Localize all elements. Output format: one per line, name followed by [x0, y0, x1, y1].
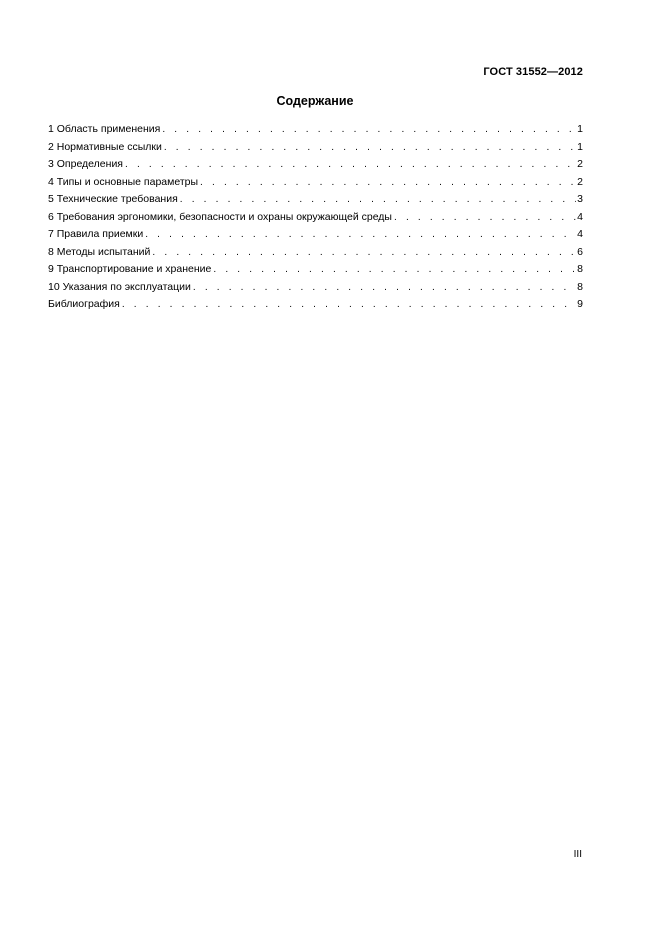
dot-leader	[193, 279, 576, 297]
dot-leader	[200, 174, 576, 192]
toc-item-label: 8 Методы испытаний	[48, 245, 151, 258]
toc-item-page: 8	[577, 280, 583, 293]
toc-item-page: 4	[577, 210, 583, 223]
toc-item-label: 9 Транспортирование и хранение	[48, 263, 212, 275]
dot-leader	[162, 121, 576, 139]
toc-item-page: 1	[577, 140, 583, 153]
toc-item-label: 7 Правила приемки	[48, 228, 144, 240]
toc-item-page: 4	[577, 228, 583, 240]
standard-code: ГОСТ 31552—2012	[483, 66, 583, 78]
toc-item-label: 3 Определения	[48, 158, 123, 170]
toc-item[interactable]	[48, 244, 583, 262]
dot-leader	[125, 156, 576, 174]
page-title: Содержание	[276, 94, 354, 108]
dot-leader	[180, 191, 576, 209]
dot-leader	[213, 261, 576, 279]
page-number: III	[573, 849, 582, 860]
toc-item-page: 8	[577, 263, 583, 275]
dot-leader	[145, 226, 576, 244]
table-of-contents	[48, 121, 583, 314]
toc-item-label: Библиография	[48, 298, 120, 310]
toc-item-label: 1 Область применения	[48, 123, 161, 135]
dot-leader	[122, 296, 576, 314]
toc-item-label: 6 Требования эргономики, безопасности и охраны окружающей среды	[48, 210, 392, 223]
toc-item[interactable]	[48, 209, 583, 227]
toc-item[interactable]	[48, 121, 583, 139]
toc-item[interactable]	[48, 174, 583, 192]
toc-item-page: 1	[577, 123, 583, 135]
toc-item[interactable]	[48, 296, 583, 314]
toc-item-label: 2 Нормативные ссылки	[48, 140, 162, 153]
toc-item[interactable]	[48, 139, 583, 157]
toc-item[interactable]	[48, 191, 583, 209]
toc-item[interactable]	[48, 261, 583, 279]
dot-leader	[164, 139, 576, 157]
dot-leader	[152, 244, 576, 262]
toc-item-page: 6	[577, 245, 583, 258]
toc-item[interactable]	[48, 279, 583, 297]
dot-leader	[394, 209, 576, 227]
toc-item-page: 3	[577, 193, 583, 205]
toc-item[interactable]	[48, 226, 583, 244]
toc-item-label: 5 Технические требования	[48, 193, 178, 205]
toc-item-label: 4 Типы и основные параметры	[48, 175, 199, 188]
toc-item-page: 9	[577, 298, 583, 310]
toc-item-page: 2	[577, 158, 583, 170]
toc-item[interactable]	[48, 156, 583, 174]
toc-item-page: 2	[577, 175, 583, 188]
toc-item-label: 10 Указания по эксплуатации	[48, 280, 191, 293]
